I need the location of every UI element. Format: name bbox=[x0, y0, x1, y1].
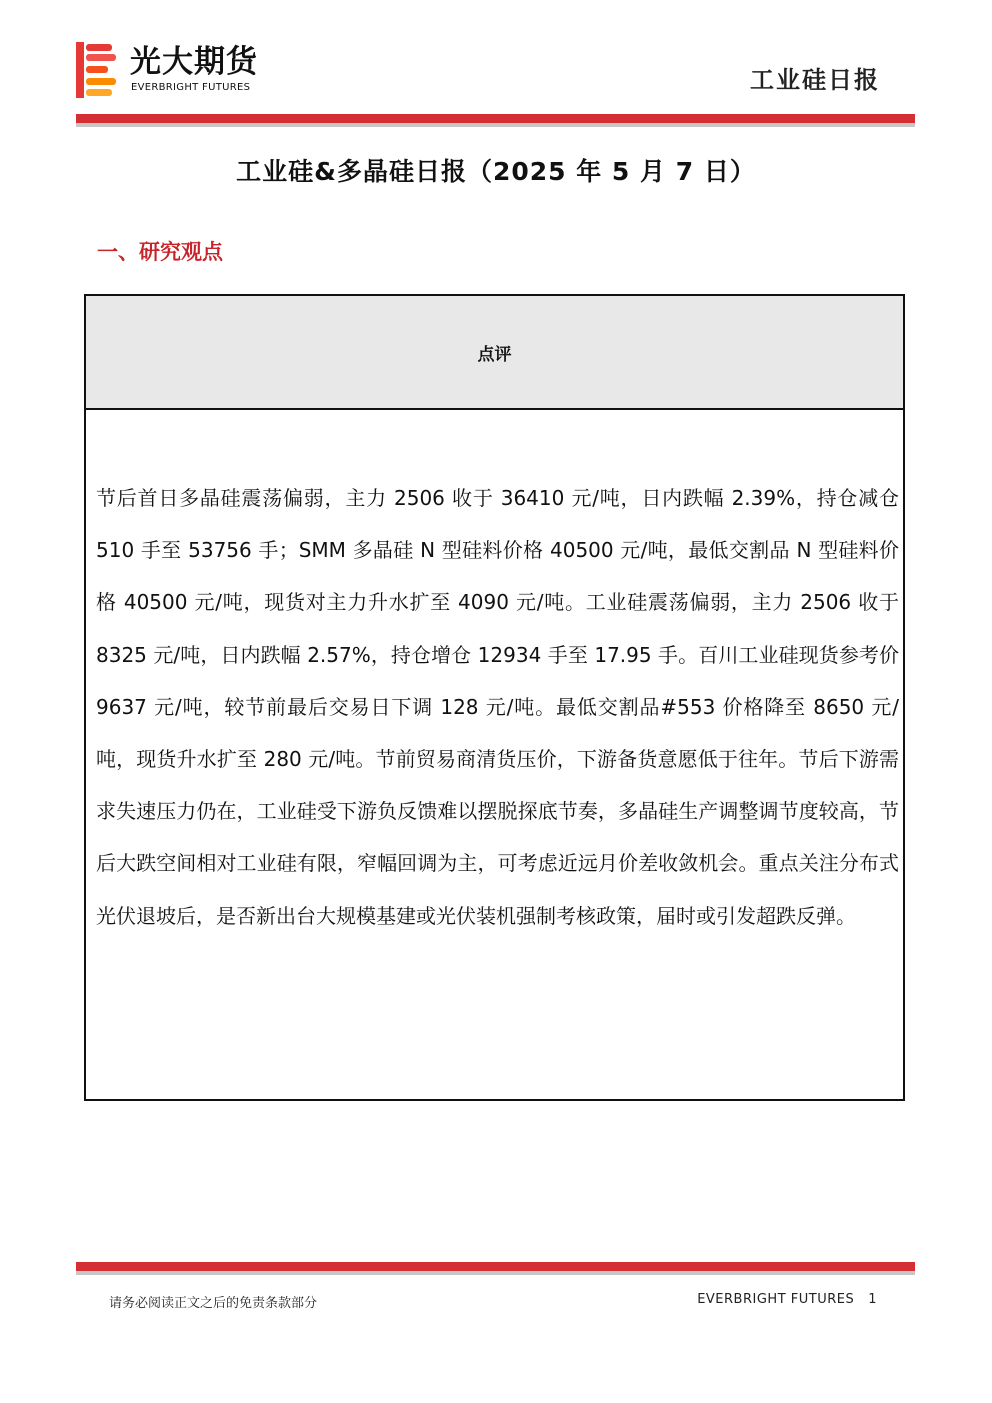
header-divider bbox=[76, 114, 915, 127]
footer-divider bbox=[76, 1262, 915, 1275]
comment-text: 节后首日多晶硅震荡偏弱，主力 2506 收于 36410 元/吨，日内跌幅 2.39%，持仓减仓 510 手至 53756 手；SMM 多晶硅 N 型硅料价格 40500 元/吨，最低交割品 N 型硅料价格 40500 元/吨，现货对主力升水扩至 4090 元/吨。工业硅震荡偏弱，主力 2506 收于 8325 元/吨，日内跌幅 2.57%，持仓增仓 12934 手至 17.95 手。百川工业硅现货参考价 9637 元/吨，较节前最后交易日下调 128 元/吨。最低交割品#553 价格降至 8650 元/吨，现货升水扩至 280 元/吨。节前贸易商清货压价，下游备货意愿低于往年。节后下游需求失速压力仍在，工业硅受下游负反馈难以摆脱探底节奏，多晶硅生产调整调节度较高，节后大跌空间相对工业硅有限，窄幅回调为主，可考虑近远月价差收敛机会。重点关注分布式光伏退坡后，是否新出台大规模基建或光伏装机强制考核政策，届时或引发超跌反弹。 bbox=[96, 486, 899, 928]
company-name-cn: 光大期货 bbox=[130, 44, 258, 80]
footer-disclaimer: 请务必阅读正文之后的免责条款部分 bbox=[109, 1296, 318, 1311]
report-title: 工业硅&多晶硅日报（2025 年 5 月 7 日） bbox=[236, 157, 756, 186]
page-number: 1 bbox=[868, 1292, 877, 1307]
comment-table-header: 点评 bbox=[86, 296, 903, 410]
section-heading: 一、研究观点 bbox=[97, 240, 223, 264]
company-logo bbox=[76, 42, 316, 102]
everbright-logo-icon bbox=[76, 42, 120, 98]
company-name-en: EVERBRIGHT FUTURES bbox=[131, 82, 251, 93]
footer-right bbox=[697, 1292, 877, 1307]
report-type: 工业硅日报 bbox=[750, 66, 880, 94]
footer-company-en: EVERBRIGHT FUTURES bbox=[697, 1292, 855, 1307]
comment-table bbox=[84, 294, 905, 1101]
